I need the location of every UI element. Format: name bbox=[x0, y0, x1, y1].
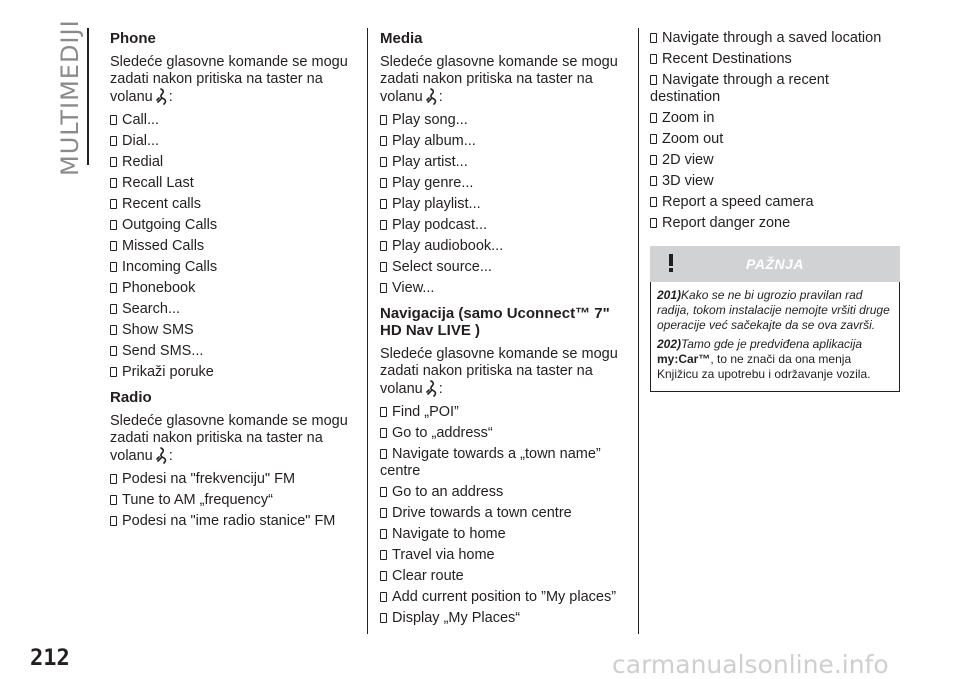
column-divider-2 bbox=[638, 28, 639, 634]
checkbox-bullet-icon bbox=[110, 474, 117, 484]
navigation-intro: Sledeće glasovne komande se mogu zadati nakon pritiska na taster na volanu : bbox=[380, 346, 618, 397]
list-item: Podesi na "frekvenciju" FM bbox=[110, 471, 358, 488]
checkbox-bullet-icon bbox=[110, 325, 117, 335]
checkbox-bullet-icon bbox=[110, 241, 117, 251]
checkbox-bullet-icon bbox=[380, 262, 387, 272]
list-item: Outgoing Calls bbox=[110, 217, 358, 234]
warning-note-201: 201)Kako se ne bi ugrozio pravilan rad radija, tokom instalacije nemojte vršiti druge operacije već sačekajte da se ova završi. bbox=[657, 288, 890, 332]
checkbox-bullet-icon bbox=[380, 613, 387, 623]
list-item: Play song... bbox=[380, 112, 630, 129]
checkbox-bullet-icon bbox=[380, 571, 387, 581]
phone-intro: Sledeće glasovne komande se mogu zadati nakon pritiska na taster na volanu : bbox=[110, 54, 348, 105]
checkbox-bullet-icon bbox=[110, 115, 117, 125]
checkbox-bullet-icon bbox=[380, 157, 387, 167]
navigation-command-list-continued bbox=[650, 30, 900, 232]
list-item: Play audiobook... bbox=[380, 238, 630, 255]
list-item: Play artist... bbox=[380, 154, 630, 171]
checkbox-bullet-icon bbox=[650, 33, 657, 43]
section-label: MULTIMEDIJI bbox=[56, 19, 84, 177]
checkbox-bullet-icon bbox=[380, 550, 387, 560]
radio-command-list bbox=[110, 471, 358, 530]
list-item: Podesi na "ime radio stanice" FM bbox=[110, 513, 358, 530]
checkbox-bullet-icon bbox=[110, 136, 117, 146]
navigation-heading: Navigacija (samo Uconnect™ 7" HD Nav LIVE ) bbox=[380, 305, 610, 339]
checkbox-bullet-icon bbox=[380, 428, 387, 438]
checkbox-bullet-icon bbox=[110, 516, 117, 526]
list-item: Add current position to ”My places” bbox=[380, 589, 630, 606]
list-item: View... bbox=[380, 280, 630, 297]
checkbox-bullet-icon bbox=[110, 199, 117, 209]
list-item: Play podcast... bbox=[380, 217, 630, 234]
checkbox-bullet-icon bbox=[650, 134, 657, 144]
media-heading: Media bbox=[380, 30, 423, 47]
warning-header bbox=[650, 246, 900, 282]
list-item: Drive towards a town centre bbox=[380, 505, 630, 522]
section-rule bbox=[87, 28, 89, 165]
warning-title: PAŽNJA bbox=[746, 256, 804, 272]
checkbox-bullet-icon bbox=[110, 157, 117, 167]
checkbox-bullet-icon bbox=[650, 54, 657, 64]
checkbox-bullet-icon bbox=[380, 449, 387, 459]
column-3 bbox=[650, 30, 900, 392]
radio-heading: Radio bbox=[110, 389, 152, 406]
list-item: 3D view bbox=[650, 173, 900, 190]
checkbox-bullet-icon bbox=[380, 178, 387, 188]
list-item: Recall Last bbox=[110, 175, 358, 192]
checkbox-bullet-icon bbox=[380, 592, 387, 602]
checkbox-bullet-icon bbox=[380, 136, 387, 146]
checkbox-bullet-icon bbox=[650, 218, 657, 228]
list-item: Clear route bbox=[380, 568, 630, 585]
list-item: Missed Calls bbox=[110, 238, 358, 255]
list-item: Report danger zone bbox=[650, 215, 900, 232]
media-command-list bbox=[380, 112, 630, 297]
checkbox-bullet-icon bbox=[110, 262, 117, 272]
list-item: Go to an address bbox=[380, 484, 630, 501]
column-divider-1 bbox=[367, 28, 368, 634]
list-item: Navigate through a saved location bbox=[650, 30, 900, 47]
checkbox-bullet-icon bbox=[380, 529, 387, 539]
checkbox-bullet-icon bbox=[650, 75, 657, 85]
list-item: Navigate to home bbox=[380, 526, 630, 543]
checkbox-bullet-icon bbox=[380, 220, 387, 230]
phone-command-list bbox=[110, 112, 358, 381]
list-item: Select source... bbox=[380, 259, 630, 276]
checkbox-bullet-icon bbox=[110, 346, 117, 356]
list-item: Go to „address“ bbox=[380, 425, 630, 442]
checkbox-bullet-icon bbox=[650, 176, 657, 186]
list-item: Call... bbox=[110, 112, 358, 129]
list-item: Phonebook bbox=[110, 280, 358, 297]
checkbox-bullet-icon bbox=[380, 241, 387, 251]
checkbox-bullet-icon bbox=[110, 283, 117, 293]
list-item: Prikaži poruke bbox=[110, 364, 358, 381]
watermark: carmanualsonline.info bbox=[612, 650, 889, 679]
column-2 bbox=[380, 30, 630, 635]
checkbox-bullet-icon bbox=[380, 407, 387, 417]
navigation-command-list bbox=[380, 404, 630, 627]
radio-intro: Sledeće glasovne komande se mogu zadati nakon pritiska na taster na volanu : bbox=[110, 413, 348, 464]
list-item: Send SMS... bbox=[110, 343, 358, 360]
checkbox-bullet-icon bbox=[650, 155, 657, 165]
list-item: Redial bbox=[110, 154, 358, 171]
warning-note-202: 202)Tamo gde je predviđena aplikacija my:Car™, to ne znači da ona menja Knjižicu za upotrebu i održavanje vozila. bbox=[657, 337, 871, 381]
list-item: Incoming Calls bbox=[110, 259, 358, 276]
voice-command-icon bbox=[155, 88, 169, 105]
list-item: 2D view bbox=[650, 152, 900, 169]
voice-command-icon bbox=[425, 88, 439, 105]
list-item: Show SMS bbox=[110, 322, 358, 339]
checkbox-bullet-icon bbox=[380, 508, 387, 518]
list-item: Play album... bbox=[380, 133, 630, 150]
media-intro: Sledeće glasovne komande se mogu zadati nakon pritiska na taster na volanu : bbox=[380, 54, 618, 105]
list-item: Zoom in bbox=[650, 110, 900, 127]
voice-command-icon bbox=[155, 447, 169, 464]
checkbox-bullet-icon bbox=[380, 283, 387, 293]
voice-command-icon bbox=[425, 380, 439, 397]
checkbox-bullet-icon bbox=[380, 487, 387, 497]
list-item: Play genre... bbox=[380, 175, 630, 192]
checkbox-bullet-icon bbox=[110, 178, 117, 188]
warning-box bbox=[650, 282, 900, 392]
column-1 bbox=[110, 30, 358, 538]
checkbox-bullet-icon bbox=[110, 220, 117, 230]
checkbox-bullet-icon bbox=[110, 495, 117, 505]
checkbox-bullet-icon bbox=[110, 304, 117, 314]
checkbox-bullet-icon bbox=[650, 197, 657, 207]
list-item: Tune to AM „frequency“ bbox=[110, 492, 358, 509]
checkbox-bullet-icon bbox=[650, 113, 657, 123]
phone-heading: Phone bbox=[110, 30, 156, 47]
page-number: 212 bbox=[30, 646, 70, 671]
list-item: Search... bbox=[110, 301, 358, 318]
list-item: Recent calls bbox=[110, 196, 358, 213]
checkbox-bullet-icon bbox=[110, 367, 117, 377]
list-item: Dial... bbox=[110, 133, 358, 150]
list-item: Report a speed camera bbox=[650, 194, 900, 211]
list-item: Display „My Places“ bbox=[380, 610, 630, 627]
list-item: Navigate towards a „town name” centre bbox=[380, 446, 601, 479]
list-item: Travel via home bbox=[380, 547, 630, 564]
checkbox-bullet-icon bbox=[380, 115, 387, 125]
list-item: Zoom out bbox=[650, 131, 900, 148]
list-item: Navigate through a recent destination bbox=[650, 72, 829, 105]
list-item: Find „POI” bbox=[380, 404, 630, 421]
checkbox-bullet-icon bbox=[380, 199, 387, 209]
list-item: Play playlist... bbox=[380, 196, 630, 213]
list-item: Recent Destinations bbox=[650, 51, 900, 68]
